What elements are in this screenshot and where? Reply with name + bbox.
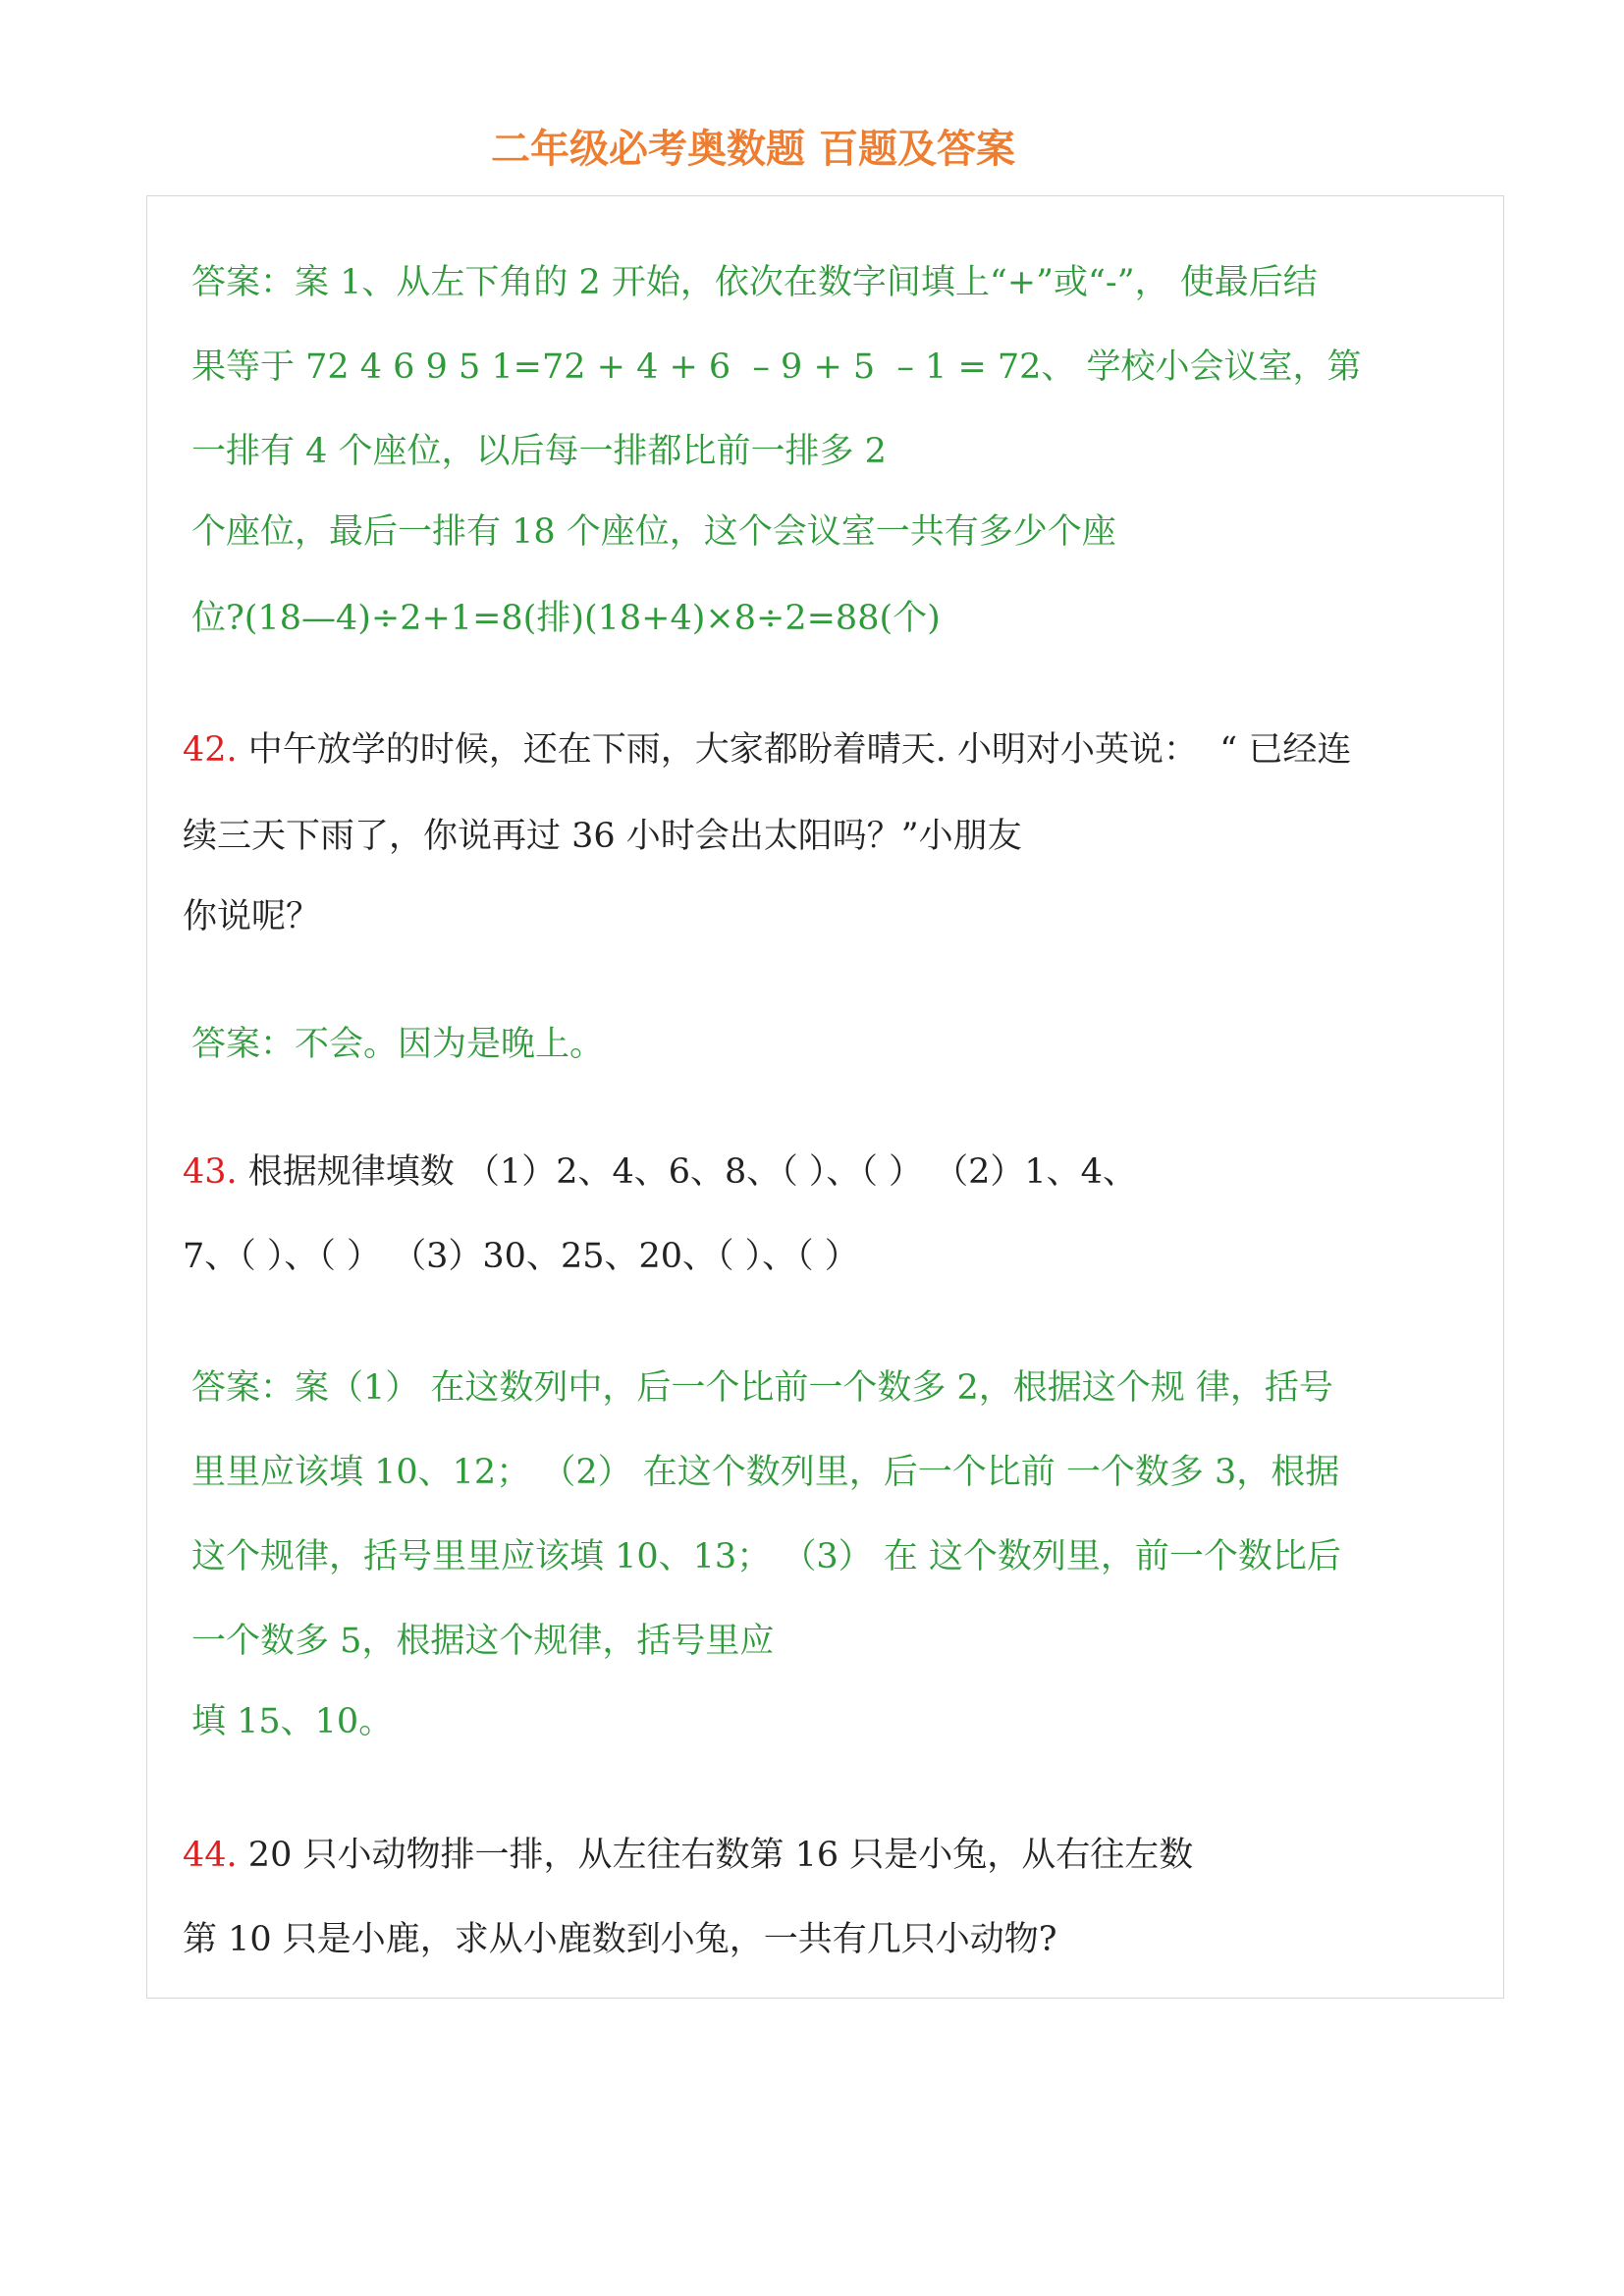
- question-44-text: 20 只小动物排一排，从左往右数第 16 只是小兔，从右往左数: [237, 1836, 1194, 1875]
- question-44-line-2: 第 10 只是小鹿，求从小鹿数到小兔，一共有几只小动物?: [183, 1920, 1057, 1959]
- question-44-line-1: [183, 1832, 1193, 1879]
- answer-43-line-2: 里里应该填 10、12； （2） 在这个数列里，后一个比前 一个数多 3，根据: [191, 1453, 1340, 1492]
- question-43-text: 根据规律填数 （1）2、4、6、8、（ ）、（ ） （2）1、4、: [237, 1152, 1137, 1192]
- question-43-line-2: 7、（ ）、（ ） （3）30、25、20、（ ）、（ ）: [183, 1237, 859, 1276]
- answer-43-line-4: 一个数多 5，根据这个规律，括号里应: [191, 1622, 775, 1661]
- question-42-line-3: 你说呢？: [183, 897, 321, 936]
- question-43-number: 43.: [183, 1152, 238, 1192]
- answer-41-line-1: 答案：案 1、从左下角的 2 开始，依次在数字间填上“+”或“-”， 使最后结: [191, 263, 1318, 302]
- page-title: 二年级必考奥数题 百题及答案: [491, 127, 1015, 172]
- question-42-line-2: 续三天下雨了，你说再过 36 小时会出太阳吗？”小朋友: [183, 817, 1022, 856]
- question-42-line-1: [183, 726, 1351, 774]
- question-42-text: 中午放学的时候，还在下雨，大家都盼着晴天. 小明对小英说： “ 已经连: [237, 730, 1352, 770]
- answer-43-line-5: 填 15、10。: [191, 1702, 394, 1741]
- answer-43-line-3: 这个规律，括号里里应该填 10、13； （3） 在 这个数列里，前一个数比后: [191, 1537, 1341, 1576]
- question-42-number: 42.: [183, 730, 238, 770]
- question-43-line-1: [183, 1148, 1137, 1196]
- answer-43-line-1: 答案：案（1） 在这数列中，后一个比前一个数多 2，根据这个规 律，括号: [191, 1368, 1333, 1408]
- answer-42: 答案：不会。因为是晚上。: [191, 1025, 605, 1064]
- question-44-number: 44.: [183, 1836, 238, 1875]
- answer-41-line-3: 一排有 4 个座位，以后每一排都比前一排多 2: [191, 432, 887, 471]
- answer-41-line-5: 位?(18—4)÷2+1=8(排)(18+4)×8÷2=88(个): [191, 599, 941, 638]
- answer-41-line-4: 个座位，最后一排有 18 个座位，这个会议室一共有多少个座: [191, 512, 1116, 552]
- answer-41-line-2: 果等于 72 4 6 9 5 1=72 + 4 + 6 – 9 + 5 – 1 = 72、 学校小会议室，第: [191, 347, 1362, 387]
